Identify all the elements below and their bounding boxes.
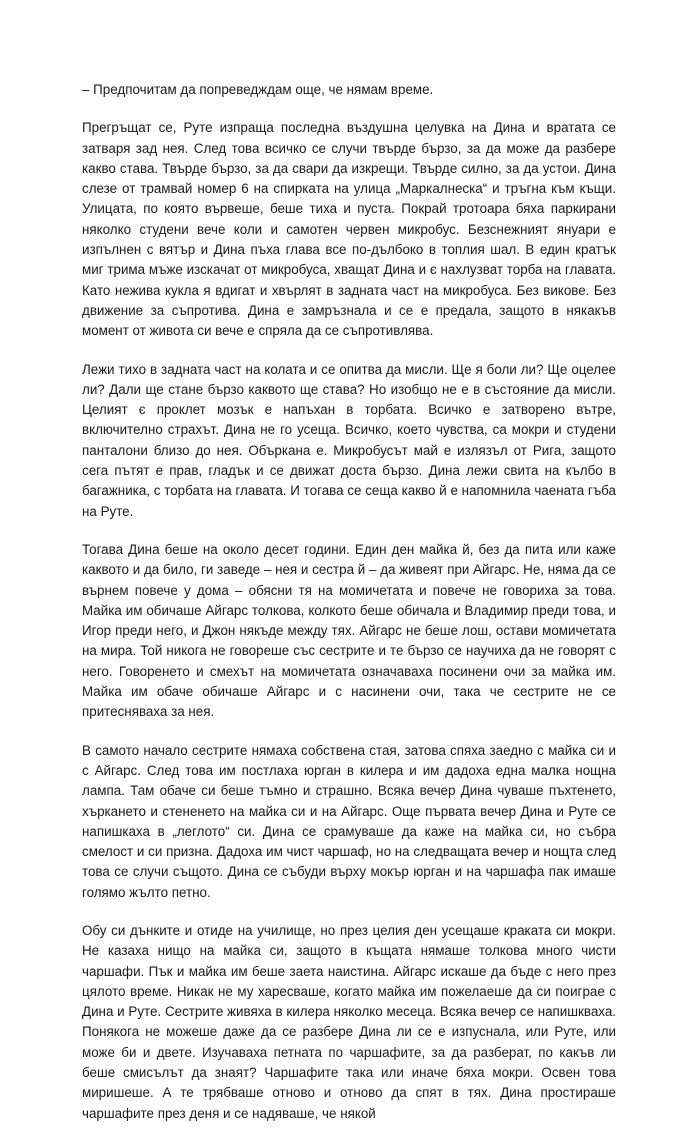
body-text [82, 80, 616, 1142]
paragraph-3: Лежи тихо в задната част на колата и се опитва да мисли. Ще я боли ли? Ще оцелее ли? Дали ще стане бързо каквото ще става? Но изобщо не е в състояние да мисли. Целият є проклет мозък е напъхан в торбата. Всичко е затворено вътре, включително страхът. Дина не го усеща. Всичко, което чувства, са мокри и студени панталони близо до нея. Объркана е. Микробусът май е излязъл от Рига, защото сега пътят е прав, гладък и се движат доста бързо. Дина лежи свита на кълбо в багажника, с торбата на главата. И тогава се сеща какво й е напомнила чаената гъба на Руте. [82, 361, 616, 519]
paragraph-5: В самото начало сестрите нямаха собствена стая, затова спяха заедно с майка си и с Айгарс. След това им постлаха юрган в килера и им дадоха една малка нощна лампа. Там обаче си беше тъмно и страшно. Всяка вечер Дина чуваше пъхтенето, хъркането и стененето на майка си и на Айгарс. Още първата вечер Дина и Руте се напишкаха в „леглото“ си. Дина се срамуваше да каже на майка си, но събра смелост и си призна. Дадоха им чист чаршаф, но на следващата вечер и нощта след това се случи същото. Дина се събуди върху мокър юрган и на чаршафа пак имаше голямо жълто петно. [82, 742, 616, 900]
paragraph-2: Прегръщат се, Руте изпраща последна въздушна целувка на Дина и вратата се затваря зад нея. След това всичко се случи твърде бързо, за да може да разбере какво става. Твърде бързо, за да свари да изкрещи. Твърде силно, за да устои. Дина слезе от трамвай номер 6 на спирката на улица „Маркалнеска“ и тръгна към къщи. Улицата, по която вървеше, беше тиха и пуста. Покрай тротоара бяха паркирани няколко студени вече коли и самотен червен микробус. Безснежният януари е изпълнен с вятър и Дина пъха глава все по-дълбоко в топлия шал. В един кратък миг трима мъже изскачат от микробуса, хващат Дина и є нахлузват торба на главата. Като нежива кукла я вдигат и хвърлят в задната част на микробуса. Без викове. Без движение за съпротива. Дина е замръзнала и се е предала, защото в някакъв момент от живота си вече е спряла да се съпротивлява. [82, 120, 616, 339]
paragraph-1: – Предпочитам да попреведждам още, че нямам време. [82, 82, 434, 97]
paragraph-4: Тогава Дина беше на около десет години. Един ден майка й, без да пита или каже каквото и да било, ги заведе – нея и сестра й – да живеят при Айгарс. Не, няма да се върнем повече у дома – обясни тя на момичетата и повече не говориха за това. Майка им обичаше Айгарс толкова, колкото беше обичала и Владимир преди това, и Игор преди него, и Джон някъде между тях. Айгарс не беше лош, остави момичетата на мира. Той никога не говореше със сестрите и те бързо се научиха да не говорят с него. Говоренето и смехът на момичетата означаваха посинени очи за майка им. Майка им обаче обичаше Айгарс и с насинени очи, така че сестрите не се притесняваха за нея. [82, 541, 616, 720]
paragraph-6: Обу си дънките и отиде на училище, но през целия ден усещаше краката си мокри. Не казаха нищо на майка си, защото в къщата нямаше толкова много чисти чаршафи. Пък и майка им беше заета наистина. Айгарс искаше да бъде с него през цялото време. Никак не му харесваше, когато майка им пожелаеше да си поиграе с Дина и Руте. Сестрите живяха в килера няколко месеца. Всяка вечер се напишкваха. Понякога не можеше даже да се разбере Дина ли се е изпуснала, или Руте, или може би и двете. Изучаваха петната по чаршафите, за да разберат, по какъв ли беше смисълът да знаят? Чаршафите така или иначе бяха мокри. Освен това миришеше. А те трябваше отново и отново да спят в тях. Дина простираше чаршафите през деня и се надяваше, че някой [82, 922, 616, 1121]
